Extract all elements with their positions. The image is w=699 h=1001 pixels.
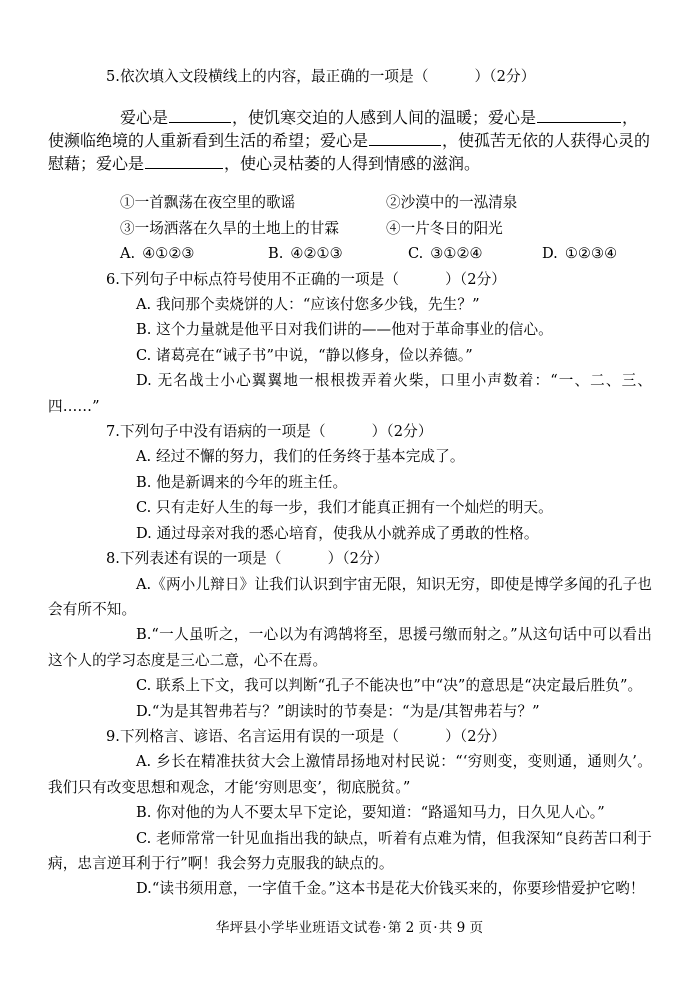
question-5-subitem-row-1 [48,190,652,215]
option-c-text: 只有走好人生的每一步，我们才能真正拥有一个灿烂的明天。 [156,499,553,517]
stem-part-5: ，使心灵枯萎的人得到情感的滋润。 [224,154,481,174]
question-9-prompt-text: 下列格言、谚语、名言运用有误的一项是（ [119,727,400,745]
choice-b-letter: B. [268,245,284,263]
question-8-number: 8. [106,550,120,568]
question-5-number: 5. [106,68,120,85]
question-9-option-b[interactable] [48,800,652,825]
option-b-letter: B. [136,626,152,644]
question-6-prompt [48,267,652,292]
question-5-score: （2分） [489,68,536,85]
question-9-number: 9. [106,727,120,745]
question-9-close-paren: ） [445,727,460,745]
option-c-text: 诸葛亮在“诫子书”中说，“静以修身，俭以养德。” [156,346,473,364]
choice-d-letter: D. [542,245,558,263]
question-8-prompt [48,546,652,571]
option-c-text: 老师常常一针见血指出我的缺点，听着有点难为情，但我深知“良药苦口利于病，忠言逆耳利于行”啊！我会努力克服我的缺点的。 [48,829,652,872]
question-column [48,64,652,902]
option-a-letter: A. [136,448,152,466]
question-6-score: （2分） [459,270,506,288]
option-c-letter: C. [136,499,152,517]
footer-exam-title: 华坪县小学毕业班语文试卷 [215,920,382,936]
question-9-option-c[interactable] [48,826,652,877]
question-6-close-paren: ） [445,270,460,288]
question-6-option-a[interactable] [48,292,652,317]
option-c-letter: C. [136,346,152,364]
question-7-option-c[interactable] [48,495,652,520]
question-5-subitem-1: ①一首飘荡在夜空里的歌谣 [120,194,296,212]
footer-separator-2: · [433,920,438,936]
option-a-letter: A. [136,753,152,771]
option-a-text: 《两小儿辩日》让我们认识到宇宙无限，知识无穷，即使是博学多闻的孔子也会有所不知。 [48,575,652,618]
question-5-subitem-row-2 [48,216,652,241]
question-8-option-c[interactable] [48,673,652,698]
footer-total-unit: 页 [469,920,484,936]
option-d-text: “读书须用意，一字值千金。”这本书是花大价钱买来的，你要珍惜爱护它哟！ [151,880,645,898]
option-d-letter: D. [136,880,152,898]
question-6-prompt-text: 下列句子中标点符号使用不正确的一项是（ [119,270,400,288]
option-d-text: 无名战士小心翼翼地一根根拨弄着火柴，口里小声数着：“一、二、三、四……” [48,372,652,415]
option-c-text: 联系上下文，我可以判断“孔子不能决也”中“决”的意思是“决定最后胜负”。 [156,677,643,695]
question-5-prompt [48,64,652,89]
fill-blank-1[interactable] [169,107,231,123]
question-6-number: 6. [106,270,120,288]
question-5-stem [48,105,652,174]
footer-total-word: 共 [438,920,453,936]
fill-blank-2[interactable] [537,107,621,123]
question-5-choices [48,241,652,266]
option-a-letter: A. [136,575,152,593]
choice-a-text: ④①②③ [142,245,195,263]
option-b-letter: B. [136,804,152,822]
question-5-subitem-4: ④一片冬日的阳光 [386,219,503,237]
question-8-option-d[interactable] [48,699,652,724]
fill-blank-4[interactable] [145,153,223,169]
footer-total-number: 9 [456,920,466,936]
question-7-option-d[interactable] [48,521,652,546]
question-8-prompt-text: 下列表述有误的一项是（ [119,550,282,568]
question-5-subitem-2: ②沙漠中的一泓清泉 [386,194,518,212]
choice-b-text: ④②①③ [290,245,343,263]
page-footer [0,918,699,938]
option-c-letter: C. [136,677,152,695]
question-7-score: （2分） [386,423,433,441]
question-7-number: 7. [106,423,120,441]
option-b-text: 他是新调来的今年的班主任。 [156,473,348,491]
question-7-option-a[interactable] [48,444,652,469]
stem-part-3: ，使濒临绝境的人重新看到生活的希望；爱心是 [48,108,639,151]
question-5-choice-a[interactable] [120,241,268,266]
question-6-option-d[interactable] [48,368,652,419]
stem-part-1: 爱心是 [120,108,169,128]
choice-d-text: ①②③④ [564,245,618,263]
option-a-text: 我问那个卖烧饼的人：“应该付您多少钱，先生？” [155,296,480,314]
option-b-text: 你对他的为人不要太早下定论，要知道：“路遥知马力，日久见人心。” [156,804,605,822]
choice-a-letter: A. [120,245,136,263]
footer-page-unit: 页 [418,920,433,936]
question-5-choice-b[interactable] [268,241,408,266]
choice-c-text: ③①②④ [430,245,483,263]
question-6-option-c[interactable] [48,343,652,368]
option-a-letter: A. [136,296,152,314]
question-5-choice-d[interactable] [542,241,617,266]
question-8-option-a[interactable] [48,572,652,623]
option-b-text: “一人虽听之，一心以为有鸿鹄将至，思援弓缴而射之。”从这句话中可以看出这个人的学习态度是三心二意，心不在焉。 [48,626,652,669]
option-d-letter: D. [136,372,152,390]
question-5-close-paren: ） [474,68,490,85]
question-8-option-b[interactable] [48,622,652,673]
question-7-prompt-text: 下列句子中没有语病的一项是（ [119,423,326,441]
footer-page-number: 2 [405,920,415,936]
footer-page-word: 第 [387,920,402,936]
question-8-close-paren: ） [327,550,343,568]
option-b-text: 这个力量就是他平日对我们讲的——他对于革命事业的信心。 [156,321,553,339]
option-d-text: “为是其智弗若与？”朗读时的节奏是：“为是/其智弗若与？” [151,702,540,720]
option-b-letter: B. [136,321,152,339]
choice-c-letter: C. [408,245,424,263]
footer-separator-1: · [382,920,387,936]
question-9-score: （2分） [459,727,506,745]
option-d-letter: D. [136,702,152,720]
question-7-close-paren: ） [371,423,387,441]
option-d-text: 通过母亲对我的悉心培育，使我从小就养成了勇敢的性格。 [156,524,539,542]
option-c-letter: C. [136,829,152,847]
option-a-text: 经过不懈的努力，我们的任务终于基本完成了。 [155,448,465,466]
option-d-letter: D. [136,524,152,542]
stem-part-4: ，使孤苦无依的人获得心灵的慰藉；爱心是 [48,131,651,174]
stem-part-2: ，使饥寒交迫的人感到人间的温暖；爱心是 [232,108,537,128]
question-9-option-d[interactable] [48,876,652,901]
question-9-prompt [48,724,652,749]
question-5-subitem-3: ③一场洒落在久旱的土地上的甘霖 [120,219,339,237]
question-8-score: （2分） [342,550,389,568]
question-6-option-b[interactable] [48,317,652,342]
option-a-text: 乡长在精准扶贫大会上激情昂扬地对村民说：“‘穷则变，变则通，通则久’。我们只有改变思想和观念，才能‘穷则思变’，彻底脱贫。” [48,753,652,796]
question-5-prompt-text: 依次填入文段横线上的内容，最正确的一项是（ [119,68,429,85]
question-7-prompt [48,419,652,444]
question-9-option-a[interactable] [48,749,652,800]
option-b-letter: B. [136,473,152,491]
fill-blank-3[interactable] [369,130,441,146]
question-7-option-b[interactable] [48,470,652,495]
question-5-choice-c[interactable] [408,241,542,266]
